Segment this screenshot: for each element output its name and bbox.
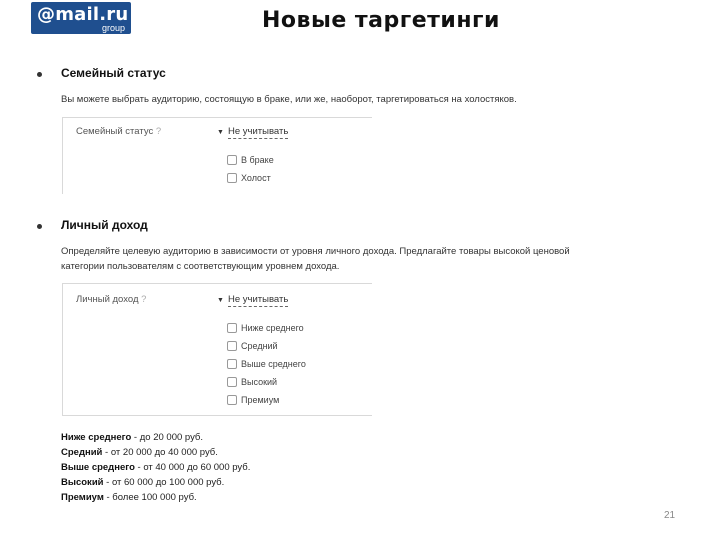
definition-row: Выше среднего - от 40 000 до 60 000 руб. [61, 462, 251, 473]
bullet-icon [37, 224, 42, 229]
caret-down-icon: ▼ [217, 129, 224, 136]
option-premium[interactable]: Премиум [227, 395, 279, 405]
checkbox[interactable] [227, 359, 237, 369]
bullet-icon [37, 72, 42, 77]
family-status-select[interactable]: Не учитывать [228, 126, 289, 137]
option-high[interactable]: Высокий [227, 377, 277, 387]
help-icon[interactable]: ? [155, 126, 162, 137]
income-select[interactable]: Не учитывать [228, 294, 289, 305]
help-icon[interactable]: ? [141, 294, 147, 305]
checkbox[interactable] [227, 395, 237, 405]
option-above-average[interactable]: Выше среднего [227, 359, 306, 369]
page-number: 21 [664, 510, 676, 521]
checkbox[interactable] [227, 341, 237, 351]
option-single[interactable]: Холост [227, 173, 271, 183]
checkbox[interactable] [227, 155, 237, 165]
option-below-average[interactable]: Ниже среднего [227, 323, 304, 333]
section2-description-line2: категории пользователям с соответствующим уровнем дохода. [61, 261, 340, 272]
option-married[interactable]: В браке [227, 155, 274, 165]
definition-row: Ниже среднего - до 20 000 руб. [61, 432, 204, 443]
income-label: Личный доход ? [76, 294, 147, 305]
logo-main-text: @mail.ru [37, 4, 129, 25]
checkbox[interactable] [227, 323, 237, 333]
section1-description: Вы можете выбрать аудиторию, состоящую в браке, или же, наоборот, таргетироваться на холостяков. [61, 94, 517, 105]
option-average[interactable]: Средний [227, 341, 278, 351]
section1-heading: Семейный статус [61, 66, 166, 80]
checkbox[interactable] [227, 377, 237, 387]
caret-down-icon: ▼ [217, 297, 224, 304]
section2-description-line1: Определяйте целевую аудиторию в зависимости от уровня личного дохода. Предлагайте товары высокой ценовой [61, 246, 570, 257]
definition-row: Средний - от 20 000 до 40 000 руб. [61, 447, 218, 458]
logo [31, 2, 131, 34]
definition-row: Высокий - от 60 000 до 100 000 руб. [61, 477, 225, 488]
logo-sub-text: group [101, 23, 125, 33]
checkbox[interactable] [227, 173, 237, 183]
definition-row: Премиум - более 100 000 руб. [61, 492, 197, 503]
section2-heading: Личный доход [61, 218, 148, 232]
slide-title: Новые таргетинги [262, 8, 500, 33]
family-status-label: Семейный статус ? [76, 126, 162, 137]
